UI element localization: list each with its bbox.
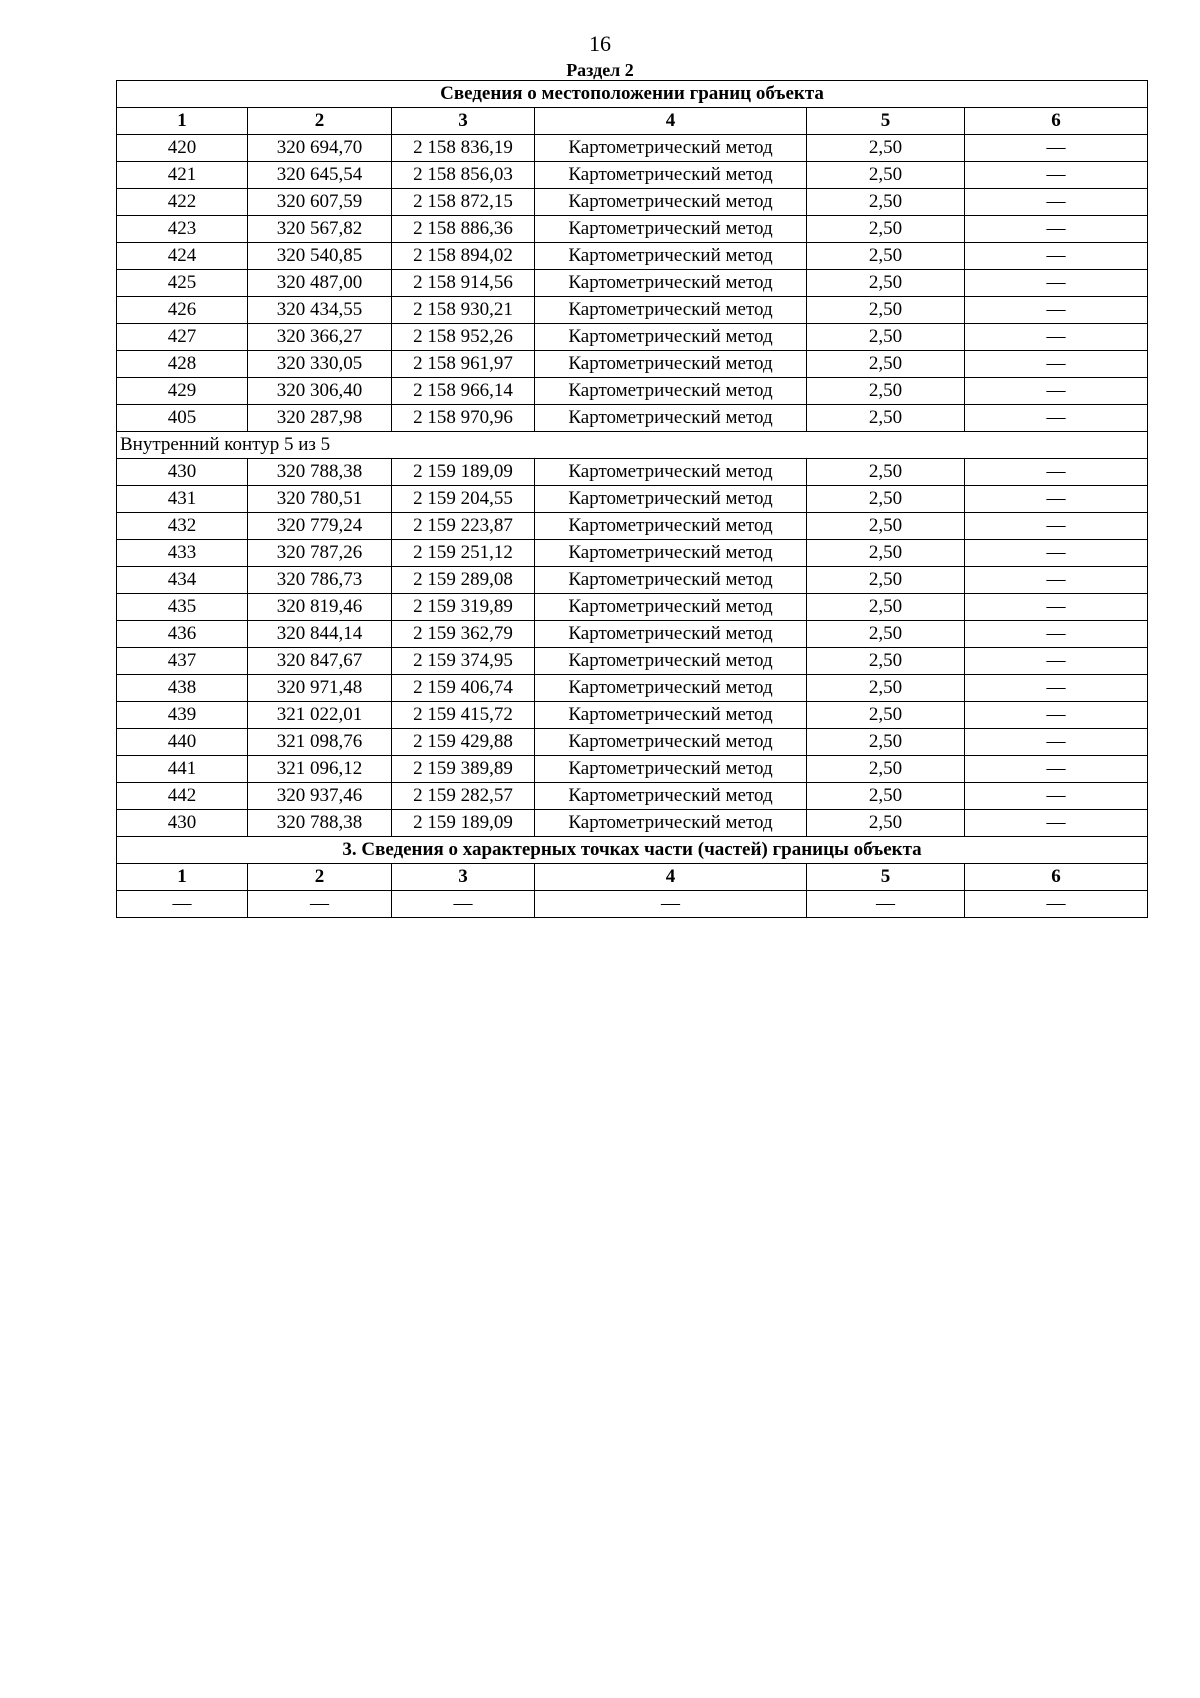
table-row (117, 297, 1148, 324)
table-row-cell: 430 (117, 810, 248, 837)
table-row-cell: — (965, 189, 1148, 216)
table-row-cell: 320 844,14 (248, 621, 392, 648)
table-row-cell: 420 (117, 135, 248, 162)
table-row-cell: 2,50 (807, 702, 965, 729)
table-row-cell: — (965, 378, 1148, 405)
table-row (117, 729, 1148, 756)
table-row-cell: 440 (117, 729, 248, 756)
section-title: Раздел 2 (566, 60, 634, 80)
table-row-cell: 320 787,26 (248, 540, 392, 567)
table-row-cell: Картометрический метод (535, 486, 807, 513)
table-row-cell: 2,50 (807, 216, 965, 243)
part-column-number-row-cell: 4 (535, 864, 807, 891)
table-row-cell: — (965, 486, 1148, 513)
table-row (117, 189, 1148, 216)
table-row-cell: 434 (117, 567, 248, 594)
part-table-row-cell: — (117, 891, 248, 918)
table-row-cell: Картометрический метод (535, 783, 807, 810)
table-row-cell: — (965, 621, 1148, 648)
column-number-row-cell: 5 (807, 108, 965, 135)
table-row (117, 513, 1148, 540)
table-row-cell: 2 159 406,74 (392, 675, 535, 702)
table-row-cell: — (965, 351, 1148, 378)
table-row-cell: Картометрический метод (535, 324, 807, 351)
table-row-cell: 2 158 966,14 (392, 378, 535, 405)
table-row-cell: 2 159 319,89 (392, 594, 535, 621)
table-row-cell: Картометрический метод (535, 351, 807, 378)
table-row-cell: 428 (117, 351, 248, 378)
table-row (117, 378, 1148, 405)
table-row-cell: 320 937,46 (248, 783, 392, 810)
table-row-cell: 320 788,38 (248, 810, 392, 837)
part-column-number-row-cell: 3 (392, 864, 535, 891)
table-row-cell: 424 (117, 243, 248, 270)
table-row (117, 459, 1148, 486)
table-row-cell: 2 159 223,87 (392, 513, 535, 540)
table-row-cell: 2,50 (807, 486, 965, 513)
table-row-cell: Картометрический метод (535, 162, 807, 189)
table-row-cell: 2,50 (807, 324, 965, 351)
table-row-cell: 321 098,76 (248, 729, 392, 756)
table-row-cell: Картометрический метод (535, 594, 807, 621)
part-heading: 3. Сведения о характерных точках части (частей) границы объекта (117, 837, 1148, 864)
table-row-cell: — (965, 243, 1148, 270)
table-row-cell: — (965, 594, 1148, 621)
table-row-cell: 2,50 (807, 513, 965, 540)
part-heading-row (117, 837, 1148, 864)
table-row-cell: Картометрический метод (535, 810, 807, 837)
part-table-row (117, 891, 1148, 918)
table-row-cell: — (965, 135, 1148, 162)
table-row-cell: 2,50 (807, 189, 965, 216)
table-row (117, 270, 1148, 297)
table-row-cell: 421 (117, 162, 248, 189)
column-number-row-cell: 1 (117, 108, 248, 135)
table-row-cell: 320 366,27 (248, 324, 392, 351)
table-row-cell: 2,50 (807, 756, 965, 783)
table-row-cell: Картометрический метод (535, 378, 807, 405)
boundaries-table-body (117, 81, 1148, 918)
table-row-cell: 2,50 (807, 810, 965, 837)
table-heading: Сведения о местоположении границ объекта (117, 81, 1148, 108)
table-row-cell: 320 434,55 (248, 297, 392, 324)
table-row-cell: 320 487,00 (248, 270, 392, 297)
table-row-cell: 427 (117, 324, 248, 351)
part-table-row-cell: — (965, 891, 1148, 918)
table-row-cell: Картометрический метод (535, 270, 807, 297)
table-row-cell: 442 (117, 783, 248, 810)
table-row-cell: 2 158 856,03 (392, 162, 535, 189)
table-row-cell: — (965, 459, 1148, 486)
table-row (117, 648, 1148, 675)
table-row-cell: 2 158 872,15 (392, 189, 535, 216)
table-row-cell: 2,50 (807, 567, 965, 594)
table-row-cell: — (965, 297, 1148, 324)
page-number: 16 (589, 31, 611, 56)
table-row-cell: 432 (117, 513, 248, 540)
part-column-number-row-cell: 1 (117, 864, 248, 891)
table-row-cell: 2,50 (807, 162, 965, 189)
table-row-cell: — (965, 783, 1148, 810)
table-row-cell: 320 540,85 (248, 243, 392, 270)
table-row-cell: 2 158 930,21 (392, 297, 535, 324)
boundaries-table (116, 80, 1148, 918)
table-row-cell: — (965, 270, 1148, 297)
table-row-cell: 2 158 894,02 (392, 243, 535, 270)
table-row-cell: — (965, 810, 1148, 837)
table-row-cell: 2,50 (807, 621, 965, 648)
part-column-number-row-cell: 5 (807, 864, 965, 891)
table-row-cell: 320 788,38 (248, 459, 392, 486)
table-row-cell: — (965, 702, 1148, 729)
table-row (117, 702, 1148, 729)
table-row-cell: 430 (117, 459, 248, 486)
table-row-cell: — (965, 540, 1148, 567)
table-row (117, 243, 1148, 270)
table-row-cell: 2 159 389,89 (392, 756, 535, 783)
part-table-row-cell: — (535, 891, 807, 918)
table-row-cell: Картометрический метод (535, 540, 807, 567)
table-row-cell: 2 159 189,09 (392, 810, 535, 837)
table-row-cell: 2 159 189,09 (392, 459, 535, 486)
table-row-cell: Картометрический метод (535, 513, 807, 540)
table-row-cell: 320 779,24 (248, 513, 392, 540)
table-row-cell: 2,50 (807, 675, 965, 702)
part-table-row-cell: — (807, 891, 965, 918)
table-row-cell: 2 159 374,95 (392, 648, 535, 675)
table-row-cell: — (965, 216, 1148, 243)
table-row-cell: 426 (117, 297, 248, 324)
table-row-cell: 2 159 429,88 (392, 729, 535, 756)
table-row (117, 567, 1148, 594)
table-row (117, 216, 1148, 243)
table-row-cell: 2 158 970,96 (392, 405, 535, 432)
table-row-cell: 2,50 (807, 297, 965, 324)
table-heading-row (117, 81, 1148, 108)
table-row-cell: 320 847,67 (248, 648, 392, 675)
table-row-cell: Картометрический метод (535, 675, 807, 702)
table-row-cell: 2,50 (807, 540, 965, 567)
table-row-cell: 439 (117, 702, 248, 729)
table-row-cell: 2,50 (807, 243, 965, 270)
table-row-cell: 2,50 (807, 405, 965, 432)
table-row (117, 351, 1148, 378)
part-column-number-row-cell: 6 (965, 864, 1148, 891)
table-row-cell: 405 (117, 405, 248, 432)
table-row-cell: 2 159 204,55 (392, 486, 535, 513)
column-number-row-cell: 2 (248, 108, 392, 135)
contour-label-row (117, 432, 1148, 459)
table-row-cell: 320 645,54 (248, 162, 392, 189)
column-number-row-cell: 6 (965, 108, 1148, 135)
table-row-cell: 2,50 (807, 783, 965, 810)
table-row-cell: — (965, 162, 1148, 189)
column-number-row-cell: 4 (535, 108, 807, 135)
table-row-cell: Картометрический метод (535, 459, 807, 486)
table-row-cell: 2,50 (807, 459, 965, 486)
table-row-cell: Картометрический метод (535, 756, 807, 783)
table-row-cell: 2 159 289,08 (392, 567, 535, 594)
table-row-cell: — (965, 675, 1148, 702)
table-row (117, 162, 1148, 189)
table-row (117, 675, 1148, 702)
table-row-cell: Картометрический метод (535, 243, 807, 270)
table-row (117, 540, 1148, 567)
table-row-cell: — (965, 729, 1148, 756)
table-row-cell: 2 159 251,12 (392, 540, 535, 567)
table-row-cell: 320 780,51 (248, 486, 392, 513)
table-row-cell: 320 306,40 (248, 378, 392, 405)
table-row-cell: 423 (117, 216, 248, 243)
table-row-cell: Картометрический метод (535, 135, 807, 162)
table-row-cell: Картометрический метод (535, 189, 807, 216)
table-row-cell: 2 159 282,57 (392, 783, 535, 810)
table-row-cell: 437 (117, 648, 248, 675)
table-row-cell: Картометрический метод (535, 729, 807, 756)
table-row-cell: 2,50 (807, 648, 965, 675)
table-row-cell: 425 (117, 270, 248, 297)
table-row-cell: Картометрический метод (535, 405, 807, 432)
table-row-cell: 2,50 (807, 729, 965, 756)
table-row-cell: Картометрический метод (535, 297, 807, 324)
table-row-cell: 320 607,59 (248, 189, 392, 216)
table-row-cell: 320 786,73 (248, 567, 392, 594)
part-table-row-cell: — (392, 891, 535, 918)
table-row-cell: — (965, 324, 1148, 351)
table-row-cell: 321 022,01 (248, 702, 392, 729)
table-row-cell: — (965, 648, 1148, 675)
table-row-cell: 2 158 952,26 (392, 324, 535, 351)
table-row-cell: — (965, 567, 1148, 594)
table-row-cell: Картометрический метод (535, 621, 807, 648)
table-row (117, 405, 1148, 432)
table-row-cell: Картометрический метод (535, 648, 807, 675)
table-row-cell: 2,50 (807, 351, 965, 378)
table-row (117, 810, 1148, 837)
table-row (117, 594, 1148, 621)
table-row-cell: 2,50 (807, 594, 965, 621)
table-row-cell: 2,50 (807, 270, 965, 297)
table-row-cell: — (965, 405, 1148, 432)
table-row-cell: 441 (117, 756, 248, 783)
table-row-cell: 321 096,12 (248, 756, 392, 783)
table-row-cell: 320 567,82 (248, 216, 392, 243)
table-row-cell: 2 158 836,19 (392, 135, 535, 162)
part-table-row-cell: — (248, 891, 392, 918)
table-row-cell: 2 158 886,36 (392, 216, 535, 243)
table-row-cell: 320 971,48 (248, 675, 392, 702)
table-row-cell: 2 159 415,72 (392, 702, 535, 729)
table-row-cell: 2 158 914,56 (392, 270, 535, 297)
column-number-row-cell: 3 (392, 108, 535, 135)
table-row (117, 486, 1148, 513)
table-row-cell: — (965, 513, 1148, 540)
column-number-row (117, 108, 1148, 135)
table-row-cell: 438 (117, 675, 248, 702)
table-row-cell: 2 158 961,97 (392, 351, 535, 378)
table-row-cell: — (965, 756, 1148, 783)
table-row (117, 324, 1148, 351)
contour-label: Внутренний контур 5 из 5 (117, 432, 1148, 459)
table-row (117, 756, 1148, 783)
table-row-cell: 2,50 (807, 135, 965, 162)
table-row (117, 783, 1148, 810)
table-row-cell: 436 (117, 621, 248, 648)
table-row-cell: 320 819,46 (248, 594, 392, 621)
part-column-number-row-cell: 2 (248, 864, 392, 891)
table-row-cell: Картометрический метод (535, 216, 807, 243)
table-row-cell: 429 (117, 378, 248, 405)
table-row-cell: 435 (117, 594, 248, 621)
table-row-cell: 422 (117, 189, 248, 216)
table-row (117, 135, 1148, 162)
table-row-cell: 320 287,98 (248, 405, 392, 432)
table-row-cell: 2 159 362,79 (392, 621, 535, 648)
table-row-cell: 320 330,05 (248, 351, 392, 378)
part-column-number-row (117, 864, 1148, 891)
table-row-cell: Картометрический метод (535, 702, 807, 729)
table-row-cell: 433 (117, 540, 248, 567)
table-row-cell: Картометрический метод (535, 567, 807, 594)
table-row-cell: 2,50 (807, 378, 965, 405)
table-row-cell: 320 694,70 (248, 135, 392, 162)
table-row-cell: 431 (117, 486, 248, 513)
table-row (117, 621, 1148, 648)
